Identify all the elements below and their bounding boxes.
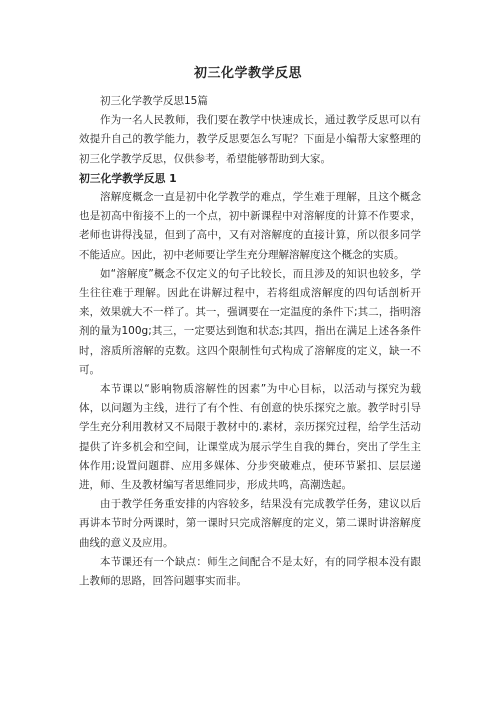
body-paragraph: 溶解度概念一直是初中化学教学的难点，学生难于理解，且这个概念也是初高中衔接不上的一个点，初中新课程中对溶解度的计算不作要求，老师也讲得浅显，但到了高中，又有对溶解度的直接计算，所以很多同学不能适应。因此，初中老师要让学生充分理解溶解度这个概念的实质。 [79,191,421,261]
section-heading: 初三化学教学反思 1 [79,171,177,185]
document-body [79,92,421,591]
body-paragraph: 本节课还有一个缺点：师生之间配合不是太好，有的同学根本没有跟上教师的思路，回答问题事实而非。 [79,555,421,588]
body-paragraph: 由于教学任务重安排的内容较多，结果没有完成教学任务，建议以后再讲本节时分两课时，第一课时只完成溶解度的定义，第二课时讲溶解度曲线的意义及应用。 [79,498,421,549]
body-paragraph: 本节课以“影响物质溶解性的因素”为中心目标，以活动与探究为载体，以问题为主线，进行了有个性、有创意的快乐探究之旅。教学时引导学生充分利用教材又不局限于教材中的.素材，亲历探究过程，给学生活动提供了许多机会和空间，让课堂成为展示学生自我的舞台，突出了学生主体作用;设置问题群、应用多媒体、分步突破难点，使环节紧扣、层层递进，师、生及教材编写者思维同步，形成共鸣，高潮迭起。 [79,383,421,492]
document-title: 初三化学教学反思 [193,66,302,81]
intro-paragraph: 作为一名人民教师，我们要在教学中快速成长，通过教学反思可以有效提升自己的教学能力，教学反思要怎么写呢？下面是小编帮大家整理的初三化学教学反思，仅供参考，希望能够帮助到大家。 [79,114,421,165]
body-paragraph: 如“溶解度”概念不仅定义的句子比较长，而且涉及的知识也较多，学生往往难于理解。因此在讲解过程中，若将组成溶解度的四句话剖析开来，效果就大不一样了。其一，强调要在一定温度的条件下;其二，指明溶剂的量为100g;其三，一定要达到饱和状态;其四，指出在满足上述各条件时，溶质所溶解的克数。这四个限制性句式构成了溶解度的定义，缺一不可。 [79,267,421,376]
document-subtitle: 初三化学教学反思15篇 [100,95,208,107]
